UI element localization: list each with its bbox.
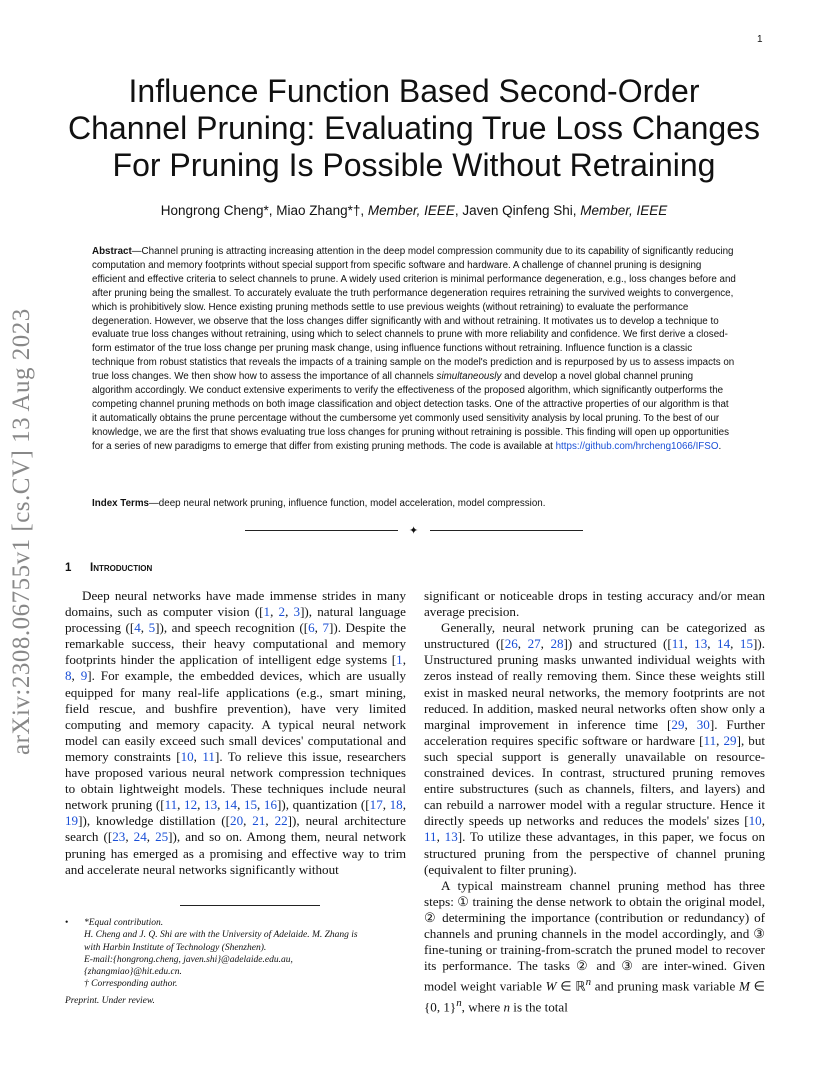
citation-link[interactable]: 1 [263,604,271,620]
citation-link[interactable]: 16 [263,797,278,813]
citation-link[interactable]: 1 [396,652,403,668]
abstract-text: and develop a novel global channel pruning algorithm accordingly. We conduct extensive experiments to verify the effectiveness of the proposed algorithm, which significantly outperforms the competing channel pruning methods on both image classification and object detection tasks. One of the attractive properties of our algorithm is that it automatically obtains the prune percentage without the cumbersome yet commonly used sensitivity analysis by local pruning. To the best of our knowledge, we are the first that shows evaluating true loss changes for pruning without retraining is possible. This finding will open up opportunities for a series of new paradigms to emerge that differ from existing pruning methods. The code is available at [92,371,729,452]
footnote-line: H. Cheng and J. Q. Shi are with the University of Adelaide. M. Zhang is with Harbin Institute of Technology (Shenzhen). [84,930,358,953]
citation-link[interactable]: 12 [184,797,198,813]
author-list [40,203,788,218]
author-names: Hongrong Cheng*, Miao Zhang*†, [160,203,368,218]
citation-link[interactable]: 25 [155,829,169,845]
citation-link[interactable]: 11 [164,797,178,813]
section-number: 1 [65,562,72,574]
citation-link[interactable]: 10 [748,813,762,829]
citation-link[interactable]: 19 [65,813,79,829]
citation-link[interactable]: 10 [180,748,194,764]
body-paragraph: Deep neural networks have made immense strides in many domains, such as computer vision ([1, 2, 3]), natural language processing ([4, 5]), and speech recognition ([6, 7]). Despite the remarkable success, their heavy computational and memory footprints hinder the application of intelligent edge systems [1, 8, 9]. For example, the embedded devices, which are usually equipped for many real-life applications (e.g., smart mining, field rescue, and bushfire prevention), have very limited computing and memory capacity. A typical neural network model can easily exceed such small devices' computational and memory constraints [10, 11]. To relieve this issue, researchers have proposed various neural network compression techniques to obtain lightweight models. These techniques include neural network pruning ([11, 12, 13, 14, 15, 16]), quantization ([17, 18, 19]), knowledge distillation ([20, 21, 22]), neural architecture search ([23, 24, 25]), and so on. Among them, neural network pruning has emerged as a promising and effective way to trim and accelerate neural networks significantly without [65,588,407,877]
footnote [65,917,375,991]
citation-link[interactable]: 23 [112,829,126,845]
abstract-text: —Channel pruning is attracting increasing attention in the deep model compression community due to its capability of significantly reducing computation and memory footprints without special support from specific software and hardware. A challenge of channel pruning is designing efficient and effective criteria to select channels to prune. A widely used criterion is minimal performance degeneration, e.g., loss changes before and after pruning being the smallest. To accurately evaluate the truth performance degeneration requires retraining the survived weights to convergence, which is prohibitively slow. Hence existing pruning methods settle to use previous weights (without retraining) to evaluate the performance degeneration. However, we observe that the loss changes differ significantly with and without retraining. It motivates us to develop a technique to evaluate true loss changes without retraining, using which to select channels to prune with more reliability and confidence. We first derive a closed-form estimator of the true loss change per pruning mask change, using influence functions without retraining. Influence function is a classic technique from robust statistics that reveals the impacts of a training sample on the model's prediction and is repurposed by us to assess impacts on true loss changes. We then show how to assess the importance of all channels [92,246,736,383]
section-heading [65,562,152,574]
citation-link[interactable]: 20 [230,813,244,829]
citation-link[interactable]: 9 [80,668,88,684]
citation-link[interactable]: 15 [243,797,258,813]
body-paragraph: significant or noticeable drops in testing accuracy and/or mean average precision. [424,588,765,620]
footnote-line: *Equal contribution. [84,918,164,928]
page-number: 1 [757,34,763,45]
footnote-line: E-mail:{hongrong.cheng, javen.shi}@adelaide.edu.au, [84,954,293,965]
author-membership: Member, IEEE [580,203,668,218]
index-terms [92,498,736,509]
footnote-line: {zhangmiao}@hit.edu.cn. [84,967,182,978]
footnote-bullet: • [65,918,69,928]
abstract-label: Abstract [92,246,132,257]
citation-link[interactable]: 29 [671,716,685,732]
divider-line [245,530,398,531]
abstract-text: . [718,440,722,452]
title-line: Influence Function Based Second-Order [128,73,700,109]
abstract-emphasis: simultaneously [436,371,502,383]
citation-link[interactable]: 26 [504,636,518,652]
citation-link[interactable]: 6 [308,620,315,636]
citation-link[interactable]: 22 [274,813,288,829]
citation-link[interactable]: 3 [293,604,301,620]
citation-link[interactable]: 4 [134,620,141,636]
left-column [65,588,406,878]
citation-link[interactable]: 13 [444,829,458,845]
citation-link[interactable]: 13 [204,797,218,813]
body-paragraph: A typical mainstream channel pruning method has three steps: ① training the dense network to obtain the original model, ② determining the importance (contribution or redundancy) of channels and pruning channels in the model accordingly, and ③ fine-tuning or training-from-scratch the pruned model to recover its performance. The tasks ② and ③ are inter-wined. Given model weight variable W ∈ ℝ$^n$ and pruning mask variable M ∈ {0, 1}$^n$, where n is the total [424,877,766,1015]
section-divider [245,525,583,537]
citation-link[interactable]: 28 [550,636,564,652]
citation-link[interactable]: 21 [252,813,266,829]
citation-link[interactable]: 8 [65,668,72,684]
arxiv-identifier: arXiv:2308.06755v1 [cs.CV] 13 Aug 2023 [8,308,35,755]
code-link[interactable]: https://github.com/hrcheng1066/IFSO [555,440,719,452]
citation-link[interactable]: 18 [389,797,403,813]
footnote-line: † Corresponding author. [84,979,178,990]
divider-ornament: ✦ [409,525,419,537]
citation-link[interactable]: 17 [369,797,383,813]
title-line: For Pruning Is Possible Without Retraining [112,147,716,183]
author-names: , Javen Qinfeng Shi, [454,203,581,218]
author-membership: Member, IEEE [367,203,455,218]
citation-link[interactable]: 2 [278,604,286,620]
citation-link[interactable]: 11 [671,636,685,652]
preprint-note: Preprint. Under review. [65,996,155,1006]
citation-link[interactable]: 14 [223,797,238,813]
citation-link[interactable]: 29 [723,732,737,748]
citation-link[interactable]: 15 [739,636,753,652]
citation-link[interactable]: 13 [694,636,708,652]
paper-title [40,73,788,184]
citation-link[interactable]: 11 [424,829,437,845]
index-terms-text: —deep neural network pruning, influence function, model acceleration, model compression. [149,498,546,509]
body-paragraph: Generally, neural network pruning can be categorized as unstructured ([26, 27, 28]) and structured ([11, 13, 14, 15]). Unstructured pruning masks unwanted individual weights with zeros instead of really removing them. Since these weights still exist in masked neural networks, the memory footprints are not reduced. In addition, masked neural networks often show only a marginal improvement in inference time [29, 30]. Further acceleration requires specific software or hardware [11, 29], but such special support is generally unavailable on resource-constrained devices. In contrast, structured pruning removes entire substructures (such as channels, filters, and layers) and can rebuild a narrower model with a regular structure. Hence it directly speeds up networks and reduces the models' sizes [10, 11, 13]. To utilize these advantages, in this paper, we focus on structured pruning from the perspective of channel pruning (equivalent to filter pruning). [424,620,766,877]
index-terms-label: Index Terms [92,498,149,509]
citation-link[interactable]: 30 [696,716,710,732]
citation-link[interactable]: 14 [717,636,731,652]
right-column [424,588,765,1015]
divider-line [430,530,583,531]
citation-link[interactable]: 11 [202,748,215,764]
citation-link[interactable]: 27 [527,636,541,652]
citation-link[interactable]: 11 [703,732,717,748]
citation-link[interactable]: 24 [133,829,147,845]
title-line: Channel Pruning: Evaluating True Loss Changes [68,110,760,146]
abstract [92,245,736,454]
section-title: Introduction [90,562,153,574]
citation-link[interactable]: 5 [148,620,156,636]
citation-link[interactable]: 7 [322,620,329,636]
footnote-rule [180,905,320,906]
